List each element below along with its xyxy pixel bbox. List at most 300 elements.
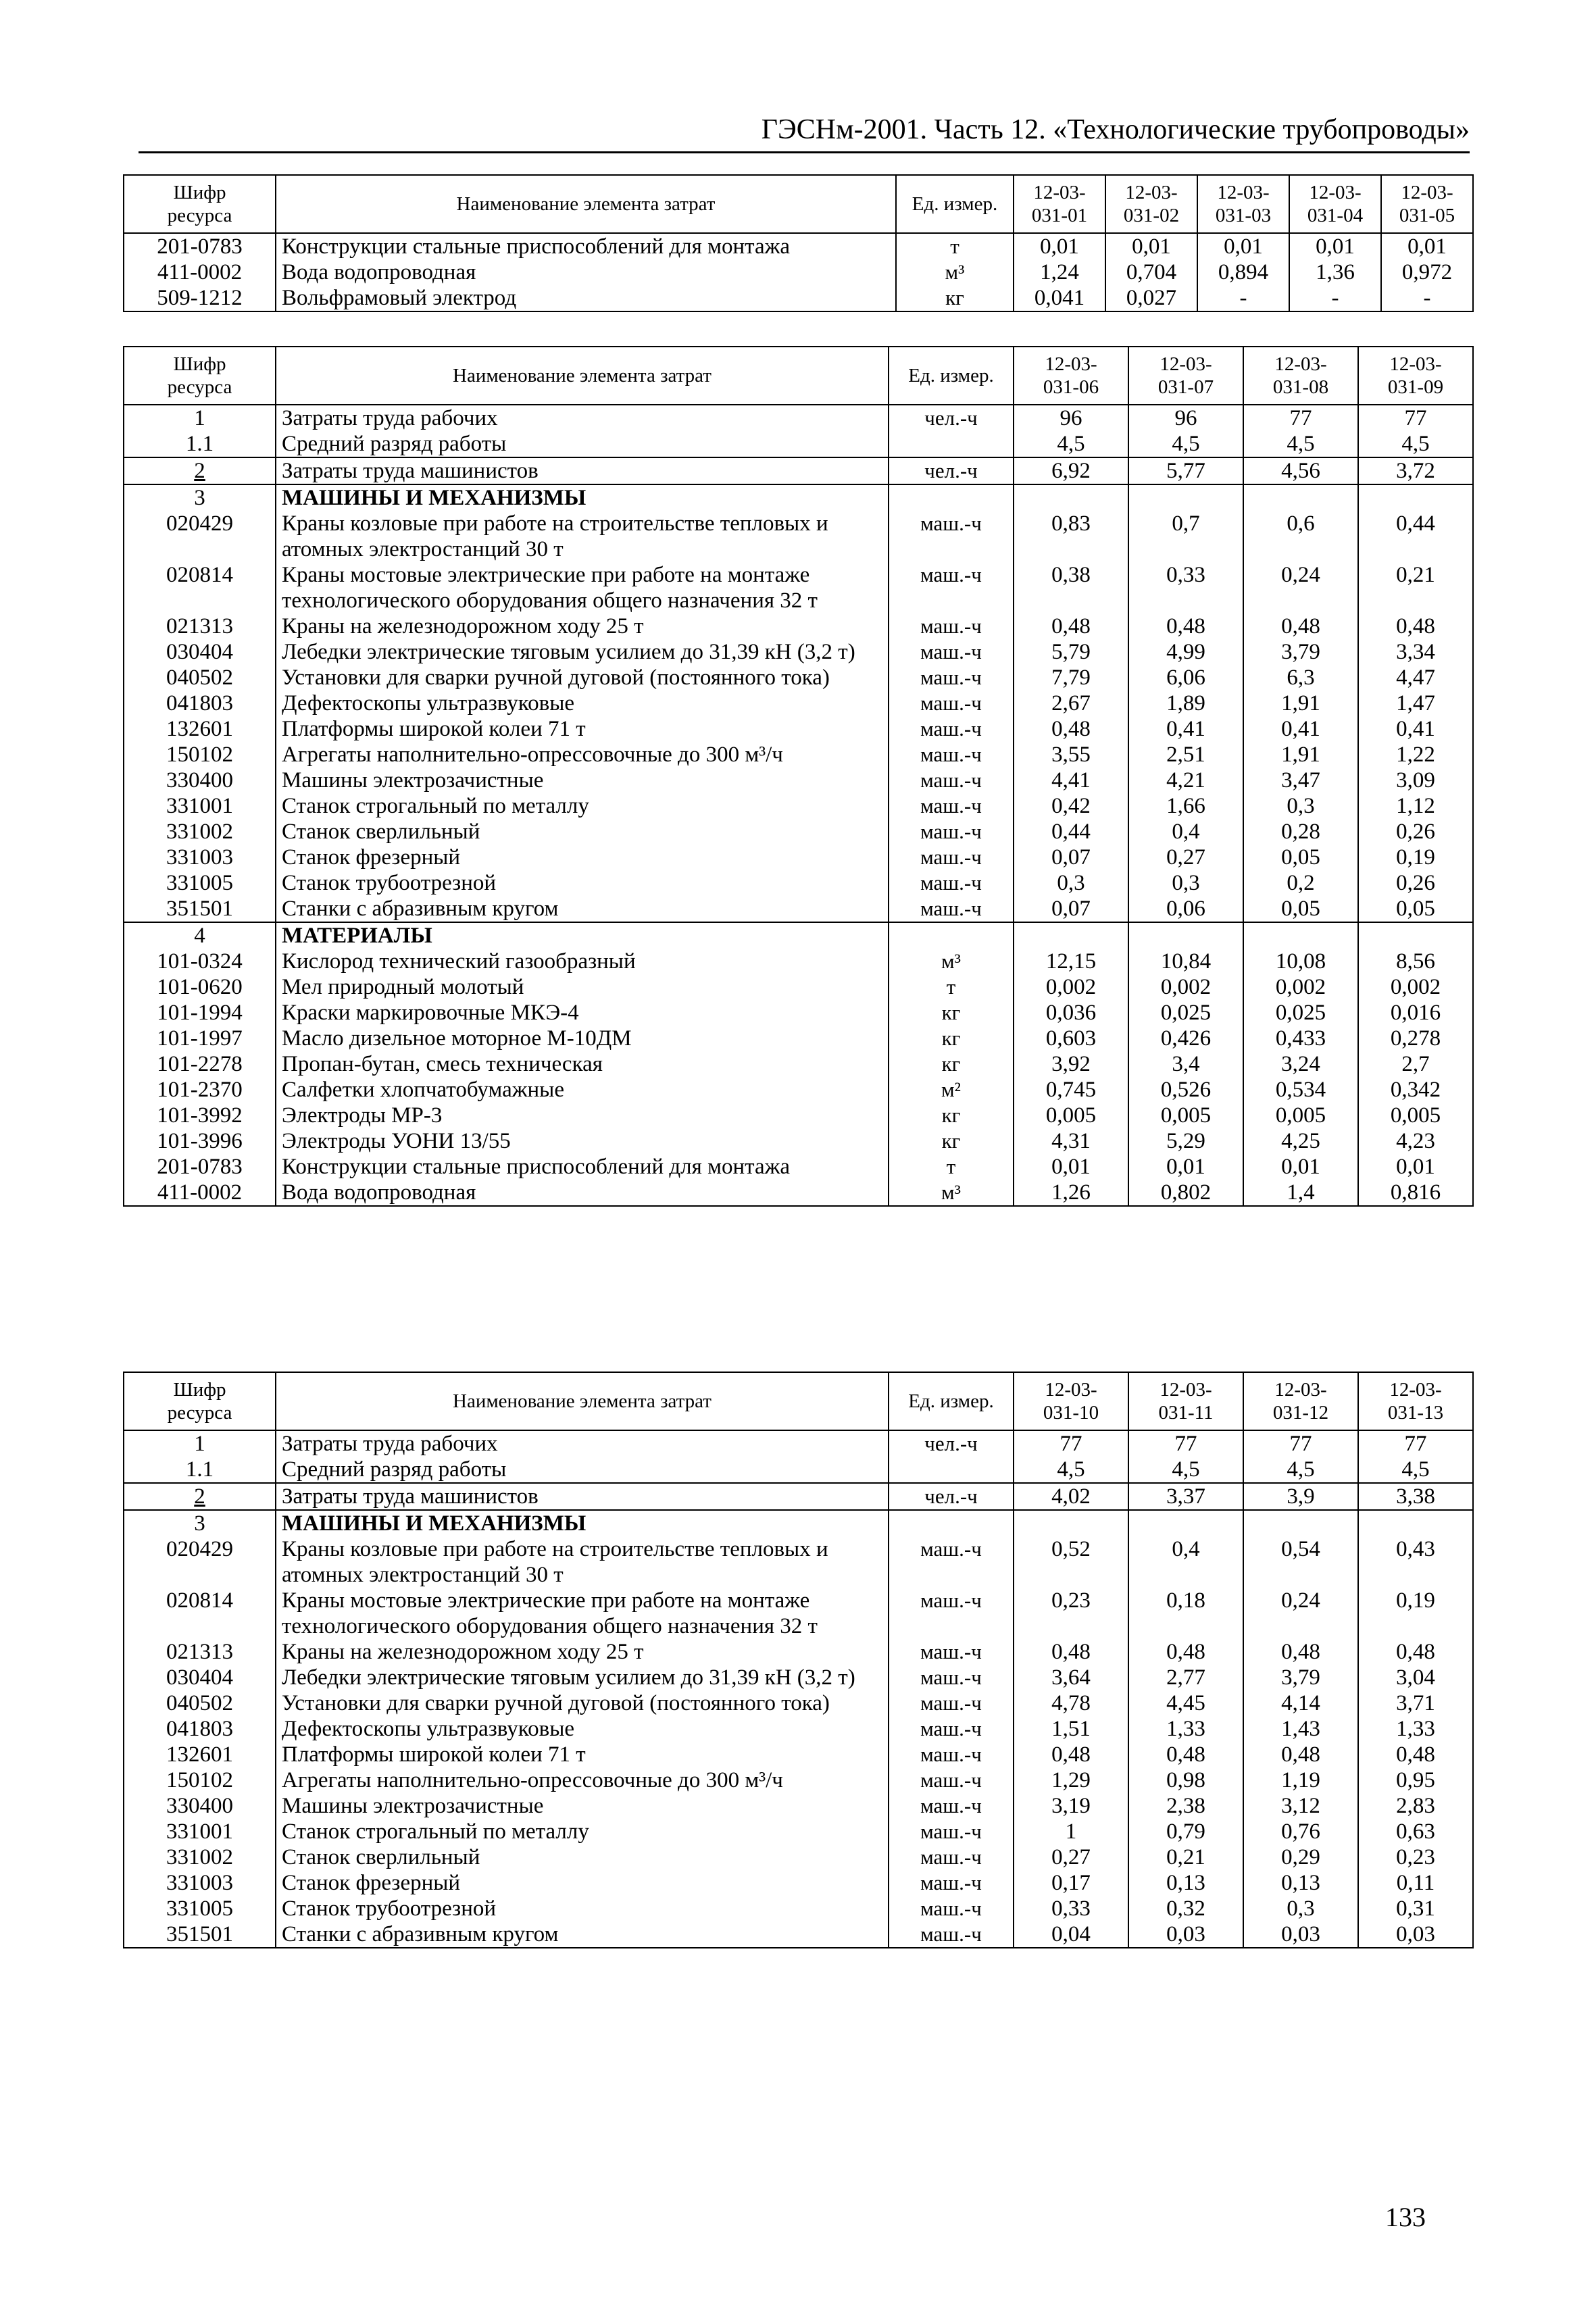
- table-row: [124, 1716, 1473, 1742]
- norm-value: -: [1197, 285, 1289, 311]
- column-header-code: [124, 1372, 276, 1430]
- resource-name: Станок трубоотрезной: [276, 1896, 889, 1921]
- resource-name: Краны козловые при работе на строительстве тепловых и атомных электростанций 30 т: [276, 511, 889, 562]
- resource-name: Пропан-бутан, смесь техническая: [276, 1051, 889, 1077]
- resource-code: 201-0783: [124, 1154, 276, 1180]
- resource-unit: маш.-ч: [889, 511, 1014, 562]
- norm-value: 1,47: [1358, 690, 1473, 716]
- norm-value: 0,027: [1105, 285, 1197, 311]
- resource-name: Средний разряд работы: [276, 1457, 889, 1483]
- column-header-norm: [1243, 347, 1358, 405]
- column-header-code: [124, 175, 276, 233]
- resource-name: Краны мостовые электрические при работе на монтаже технологического оборудования общего назначения 32 т: [276, 1588, 889, 1639]
- table-row: [124, 1483, 1473, 1510]
- resource-table-2: [123, 346, 1472, 1207]
- norm-code-line2: 031-01: [1031, 205, 1088, 226]
- column-header-norm: [1197, 175, 1289, 233]
- resource-code: 021313: [124, 613, 276, 639]
- norm-value: [1128, 484, 1243, 511]
- resource-code: 132601: [124, 1742, 276, 1767]
- resource-code: 3: [124, 484, 276, 511]
- table-row: [124, 1103, 1473, 1128]
- norm-value: 0,17: [1014, 1870, 1128, 1896]
- norm-value: [1014, 922, 1128, 949]
- resource-table-1: [123, 174, 1472, 312]
- norm-value: 1,91: [1243, 742, 1358, 768]
- norm-value: 0,802: [1128, 1180, 1243, 1206]
- resource-unit: м²: [889, 1077, 1014, 1103]
- norm-value: 5,79: [1014, 639, 1128, 665]
- resource-unit: маш.-ч: [889, 1665, 1014, 1690]
- norm-value: 0,43: [1358, 1536, 1473, 1588]
- norm-value: 0,005: [1128, 1103, 1243, 1128]
- norm-value: 4,31: [1014, 1128, 1128, 1154]
- resource-name: Платформы широкой колеи 71 т: [276, 716, 889, 742]
- resource-name: Конструкции стальные приспособлений для монтажа: [276, 1154, 889, 1180]
- resource-unit: кг: [889, 1128, 1014, 1154]
- norm-value: [1243, 922, 1358, 949]
- resource-unit: маш.-ч: [889, 1870, 1014, 1896]
- section-row: [124, 484, 1473, 511]
- resource-name: Станок сверлильный: [276, 1844, 889, 1870]
- norm-value: 0,816: [1358, 1180, 1473, 1206]
- norm-value: 3,34: [1358, 639, 1473, 665]
- norm-value: 0,002: [1128, 974, 1243, 1000]
- norm-value: 2,51: [1128, 742, 1243, 768]
- table-row: [124, 1767, 1473, 1793]
- column-header-norm: [1014, 175, 1105, 233]
- table-row: [124, 259, 1473, 285]
- column-header-code-line2: ресурса: [167, 1402, 232, 1424]
- norm-value: 1,24: [1014, 259, 1105, 285]
- column-header-norm: [1358, 1372, 1473, 1430]
- norm-value: 5,29: [1128, 1128, 1243, 1154]
- norm-value: 3,55: [1014, 742, 1128, 768]
- table-row: [124, 405, 1473, 431]
- norm-value: 0,48: [1358, 1742, 1473, 1767]
- norm-value: 0,342: [1358, 1077, 1473, 1103]
- norm-value: 96: [1014, 405, 1128, 431]
- norm-value: [1358, 1510, 1473, 1536]
- table-row: [124, 1000, 1473, 1026]
- norm-value: 0,01: [1289, 233, 1381, 259]
- norm-value: 4,25: [1243, 1128, 1358, 1154]
- column-header-code-line1: Шифр: [173, 353, 226, 375]
- norm-value: 2,38: [1128, 1793, 1243, 1819]
- table-row: [124, 1844, 1473, 1870]
- resource-unit: м³: [889, 1180, 1014, 1206]
- norm-value: 1,43: [1243, 1716, 1358, 1742]
- norm-value: 0,3: [1128, 870, 1243, 896]
- resource-code: 331005: [124, 1896, 276, 1921]
- norm-value: 4,5: [1128, 431, 1243, 457]
- norm-value: 0,21: [1128, 1844, 1243, 1870]
- table-row: [124, 1154, 1473, 1180]
- norm-value: 0,01: [1358, 1154, 1473, 1180]
- resource-unit: [889, 431, 1014, 457]
- norm-value: 0,48: [1014, 613, 1128, 639]
- norm-code-line2: 031-13: [1387, 1402, 1444, 1424]
- table-row: [124, 613, 1473, 639]
- norm-value: 4,5: [1014, 431, 1128, 457]
- norm-value: [1128, 922, 1243, 949]
- norm-value: 2,67: [1014, 690, 1128, 716]
- resource-code: 030404: [124, 639, 276, 665]
- norm-value: 4,21: [1128, 768, 1243, 793]
- norm-value: [1128, 1510, 1243, 1536]
- norm-value: 3,37: [1128, 1483, 1243, 1510]
- resource-unit: маш.-ч: [889, 845, 1014, 870]
- table-row: [124, 1639, 1473, 1665]
- resource-code: 330400: [124, 768, 276, 793]
- norm-value: 0,005: [1014, 1103, 1128, 1128]
- table-row: [124, 1457, 1473, 1483]
- resource-unit: маш.-ч: [889, 1742, 1014, 1767]
- column-header-name: Наименование элемента затрат: [276, 1372, 889, 1430]
- norm-value: 4,41: [1014, 768, 1128, 793]
- table-row: [124, 1896, 1473, 1921]
- norm-value: 0,26: [1358, 819, 1473, 845]
- norm-value: 3,09: [1358, 768, 1473, 793]
- resource-code: 020814: [124, 562, 276, 613]
- norm-value: 0,44: [1358, 511, 1473, 562]
- resource-unit: кг: [889, 1051, 1014, 1077]
- norm-value: 1: [1014, 1819, 1128, 1844]
- table-row: [124, 1536, 1473, 1588]
- resource-code: 040502: [124, 665, 276, 690]
- table-row: [124, 1793, 1473, 1819]
- table-row: [124, 949, 1473, 974]
- resource-unit: чел.-ч: [889, 1483, 1014, 1510]
- norm-value: 4,5: [1014, 1457, 1128, 1483]
- resource-code: 101-3992: [124, 1103, 276, 1128]
- resource-unit: маш.-ч: [889, 768, 1014, 793]
- norm-value: 0,11: [1358, 1870, 1473, 1896]
- resource-code: 509-1212: [124, 285, 276, 311]
- table-row: [124, 665, 1473, 690]
- norm-code-line1: 12-03-: [1401, 182, 1453, 203]
- column-header-code-line2: ресурса: [167, 376, 232, 398]
- resource-unit: маш.-ч: [889, 819, 1014, 845]
- norm-value: 6,3: [1243, 665, 1358, 690]
- norm-value: 0,48: [1014, 716, 1128, 742]
- norm-value: 0,025: [1243, 1000, 1358, 1026]
- norm-value: 0,01: [1243, 1154, 1358, 1180]
- norm-value: 0,03: [1243, 1921, 1358, 1948]
- norm-value: 0,745: [1014, 1077, 1128, 1103]
- section-row: [124, 922, 1473, 949]
- resource-name: Платформы широкой колеи 71 т: [276, 1742, 889, 1767]
- resource-code: 1.1: [124, 1457, 276, 1483]
- table-header-row: [124, 347, 1473, 405]
- norm-value: 6,06: [1128, 665, 1243, 690]
- norm-value: 0,894: [1197, 259, 1289, 285]
- norm-value: 0,23: [1014, 1588, 1128, 1639]
- table-row: [124, 1128, 1473, 1154]
- norm-value: 0,18: [1128, 1588, 1243, 1639]
- norm-value: 1,36: [1289, 259, 1381, 285]
- norm-code-line2: 031-07: [1157, 376, 1214, 398]
- table-row: [124, 845, 1473, 870]
- resource-unit: кг: [896, 285, 1014, 311]
- norm-value: 0,01: [1128, 1154, 1243, 1180]
- norm-value: 5,77: [1128, 457, 1243, 484]
- norm-value: 3,79: [1243, 1665, 1358, 1690]
- column-header-norm: [1243, 1372, 1358, 1430]
- table-row: [124, 1077, 1473, 1103]
- resource-unit: т: [889, 974, 1014, 1000]
- resource-name: Электроды УОНИ 13/55: [276, 1128, 889, 1154]
- norm-value: 0,01: [1014, 1154, 1128, 1180]
- resource-code: 330400: [124, 1793, 276, 1819]
- norm-code-line2: 031-12: [1272, 1402, 1329, 1424]
- norm-value: 10,08: [1243, 949, 1358, 974]
- table-row: [124, 431, 1473, 457]
- table-row: [124, 1921, 1473, 1948]
- norm-value: 3,4: [1128, 1051, 1243, 1077]
- resource-unit: маш.-ч: [889, 742, 1014, 768]
- norm-code-line2: 031-08: [1272, 376, 1329, 398]
- norm-value: 0,534: [1243, 1077, 1358, 1103]
- norm-value: 0,433: [1243, 1026, 1358, 1051]
- table-row: [124, 1870, 1473, 1896]
- norm-value: 0,23: [1358, 1844, 1473, 1870]
- resource-name: Вольфрамовый электрод: [276, 285, 896, 311]
- resource-code: 101-1997: [124, 1026, 276, 1051]
- resource-code: 4: [124, 922, 276, 949]
- norm-value: [1243, 484, 1358, 511]
- resource-code: 351501: [124, 896, 276, 922]
- norm-value: 0,05: [1243, 845, 1358, 870]
- resource-unit: [889, 484, 1014, 511]
- norm-value: 0,41: [1358, 716, 1473, 742]
- norm-value: 0,42: [1014, 793, 1128, 819]
- norm-code-line2: 031-03: [1215, 205, 1272, 226]
- norm-value: 1,33: [1128, 1716, 1243, 1742]
- norm-code-line1: 12-03-: [1159, 353, 1212, 375]
- norm-value: 0,041: [1014, 285, 1105, 311]
- norm-value: 4,47: [1358, 665, 1473, 690]
- table-row: [124, 1180, 1473, 1206]
- resource-code: 1: [124, 1430, 276, 1457]
- norm-value: 4,23: [1358, 1128, 1473, 1154]
- resource-code: 021313: [124, 1639, 276, 1665]
- resource-unit: м³: [889, 949, 1014, 974]
- resource-name: Электроды МР-3: [276, 1103, 889, 1128]
- norm-value: 0,33: [1014, 1896, 1128, 1921]
- norm-value: 3,04: [1358, 1665, 1473, 1690]
- table-row: [124, 511, 1473, 562]
- resource-code: 101-3996: [124, 1128, 276, 1154]
- section-row: [124, 1510, 1473, 1536]
- resource-code: 351501: [124, 1921, 276, 1948]
- norm-value: 0,005: [1243, 1103, 1358, 1128]
- norm-value: 0,28: [1243, 819, 1358, 845]
- norm-value: 4,5: [1358, 431, 1473, 457]
- norm-value: 0,278: [1358, 1026, 1473, 1051]
- column-header-norm: [1381, 175, 1473, 233]
- table-row: [124, 1819, 1473, 1844]
- norm-code-line2: 031-10: [1043, 1402, 1099, 1424]
- norm-value: 77: [1358, 1430, 1473, 1457]
- norm-value: 4,78: [1014, 1690, 1128, 1716]
- resource-unit: маш.-ч: [889, 793, 1014, 819]
- resource-unit: чел.-ч: [889, 405, 1014, 431]
- resource-unit: маш.-ч: [889, 665, 1014, 690]
- table-row: [124, 562, 1473, 613]
- table-row: [124, 1690, 1473, 1716]
- header-rule: [139, 151, 1470, 153]
- resource-code: 1: [124, 405, 276, 431]
- resource-code: 041803: [124, 1716, 276, 1742]
- norm-value: 0,13: [1243, 1870, 1358, 1896]
- resource-unit: чел.-ч: [889, 457, 1014, 484]
- resource-unit: маш.-ч: [889, 613, 1014, 639]
- resource-code: 101-0620: [124, 974, 276, 1000]
- norm-value: 0,24: [1243, 562, 1358, 613]
- norm-code-line2: 031-09: [1387, 376, 1444, 398]
- norm-value: 0,41: [1128, 716, 1243, 742]
- norm-value: 0,48: [1358, 613, 1473, 639]
- running-header: ГЭСНм-2001. Часть 12. «Технологические трубопроводы»: [761, 114, 1470, 145]
- column-header-unit: Ед. измер.: [889, 1372, 1014, 1430]
- norm-value: [1014, 484, 1128, 511]
- norm-code-line1: 12-03-: [1125, 182, 1178, 203]
- norm-code-line1: 12-03-: [1274, 353, 1327, 375]
- norm-value: 0,38: [1014, 562, 1128, 613]
- norm-value: 4,02: [1014, 1483, 1128, 1510]
- resource-code: 1.1: [124, 431, 276, 457]
- norm-code-line1: 12-03-: [1159, 1379, 1212, 1401]
- norm-value: 2,77: [1128, 1665, 1243, 1690]
- norm-value: 4,45: [1128, 1690, 1243, 1716]
- resource-name: Краны на железнодорожном ходу 25 т: [276, 1639, 889, 1665]
- norm-value: 77: [1128, 1430, 1243, 1457]
- norm-value: 0,07: [1014, 896, 1128, 922]
- norm-value: 0,05: [1243, 896, 1358, 922]
- norm-value: 0,44: [1014, 819, 1128, 845]
- norm-value: 0,48: [1243, 1639, 1358, 1665]
- resource-name: Станок строгальный по металлу: [276, 1819, 889, 1844]
- norm-value: 0,01: [1105, 233, 1197, 259]
- table-row: [124, 233, 1473, 259]
- resource-code: 2: [124, 457, 276, 484]
- norm-value: 1,22: [1358, 742, 1473, 768]
- resource-name: Станок сверлильный: [276, 819, 889, 845]
- table-row: [124, 1665, 1473, 1690]
- norm-value: 0,002: [1014, 974, 1128, 1000]
- resource-unit: [889, 1510, 1014, 1536]
- norm-value: -: [1289, 285, 1381, 311]
- resource-name: Затраты труда машинистов: [276, 457, 889, 484]
- norm-value: 3,19: [1014, 1793, 1128, 1819]
- table-row: [124, 793, 1473, 819]
- norm-value: 0,95: [1358, 1767, 1473, 1793]
- norm-value: 1,26: [1014, 1180, 1128, 1206]
- norm-code-line2: 031-05: [1399, 205, 1455, 226]
- table-row: [124, 457, 1473, 484]
- resource-name: МАТЕРИАЛЫ: [276, 922, 889, 949]
- norm-value: 0,79: [1128, 1819, 1243, 1844]
- resource-code: 411-0002: [124, 1180, 276, 1206]
- norm-value: 0,3: [1243, 793, 1358, 819]
- norm-value: 0,603: [1014, 1026, 1128, 1051]
- resource-unit: маш.-ч: [889, 870, 1014, 896]
- column-header-unit: Ед. измер.: [889, 347, 1014, 405]
- norm-value: 1,4: [1243, 1180, 1358, 1206]
- table-row: [124, 1742, 1473, 1767]
- resource-unit: [889, 1457, 1014, 1483]
- norm-value: 4,99: [1128, 639, 1243, 665]
- resource-unit: маш.-ч: [889, 896, 1014, 922]
- norm-code-line1: 12-03-: [1033, 182, 1086, 203]
- norm-value: 0,3: [1014, 870, 1128, 896]
- resource-code: 331003: [124, 845, 276, 870]
- resource-name: Салфетки хлопчатобумажные: [276, 1077, 889, 1103]
- norm-value: 0,7: [1128, 511, 1243, 562]
- resource-unit: маш.-ч: [889, 1844, 1014, 1870]
- norm-code-line2: 031-02: [1123, 205, 1180, 226]
- norm-value: 0,27: [1014, 1844, 1128, 1870]
- resource-unit: маш.-ч: [889, 716, 1014, 742]
- norm-value: 0,4: [1128, 819, 1243, 845]
- resource-unit: маш.-ч: [889, 1793, 1014, 1819]
- norm-value: 4,5: [1243, 431, 1358, 457]
- norm-value: 0,19: [1358, 1588, 1473, 1639]
- column-header-name: Наименование элемента затрат: [276, 175, 896, 233]
- norm-value: 0,63: [1358, 1819, 1473, 1844]
- norm-value: 0,48: [1128, 613, 1243, 639]
- resource-code: 020429: [124, 1536, 276, 1588]
- resource-code: 132601: [124, 716, 276, 742]
- table-row: [124, 742, 1473, 768]
- resource-name: Средний разряд работы: [276, 431, 889, 457]
- norm-value: 0,48: [1128, 1742, 1243, 1767]
- column-header-unit: Ед. измер.: [896, 175, 1014, 233]
- resource-code: 101-2278: [124, 1051, 276, 1077]
- norm-value: 77: [1243, 1430, 1358, 1457]
- norm-value: 0,016: [1358, 1000, 1473, 1026]
- resource-name: Затраты труда рабочих: [276, 405, 889, 431]
- norm-value: 0,13: [1128, 1870, 1243, 1896]
- resource-name: Станок фрезерный: [276, 845, 889, 870]
- table-row: [124, 896, 1473, 922]
- norm-value: 3,47: [1243, 768, 1358, 793]
- norm-value: [1243, 1510, 1358, 1536]
- norm-code-line2: 031-04: [1307, 205, 1364, 226]
- resource-unit: маш.-ч: [889, 1767, 1014, 1793]
- norm-value: 0,04: [1014, 1921, 1128, 1948]
- column-header-norm: [1289, 175, 1381, 233]
- resource-unit: т: [889, 1154, 1014, 1180]
- resource-code: 101-2370: [124, 1077, 276, 1103]
- norm-code-line1: 12-03-: [1309, 182, 1362, 203]
- table-row: [124, 1026, 1473, 1051]
- resource-name: Станок трубоотрезной: [276, 870, 889, 896]
- resource-unit: маш.-ч: [889, 1896, 1014, 1921]
- resource-unit: маш.-ч: [889, 1690, 1014, 1716]
- column-header-code: [124, 347, 276, 405]
- norm-value: 3,71: [1358, 1690, 1473, 1716]
- norm-value: 0,06: [1128, 896, 1243, 922]
- norm-value: 0,98: [1128, 1767, 1243, 1793]
- norm-value: 0,27: [1128, 845, 1243, 870]
- resource-code: 150102: [124, 742, 276, 768]
- norm-code-line2: 031-06: [1043, 376, 1099, 398]
- norm-value: 3,79: [1243, 639, 1358, 665]
- resource-name: Дефектоскопы ультразвуковые: [276, 1716, 889, 1742]
- norm-value: 0,54: [1243, 1536, 1358, 1588]
